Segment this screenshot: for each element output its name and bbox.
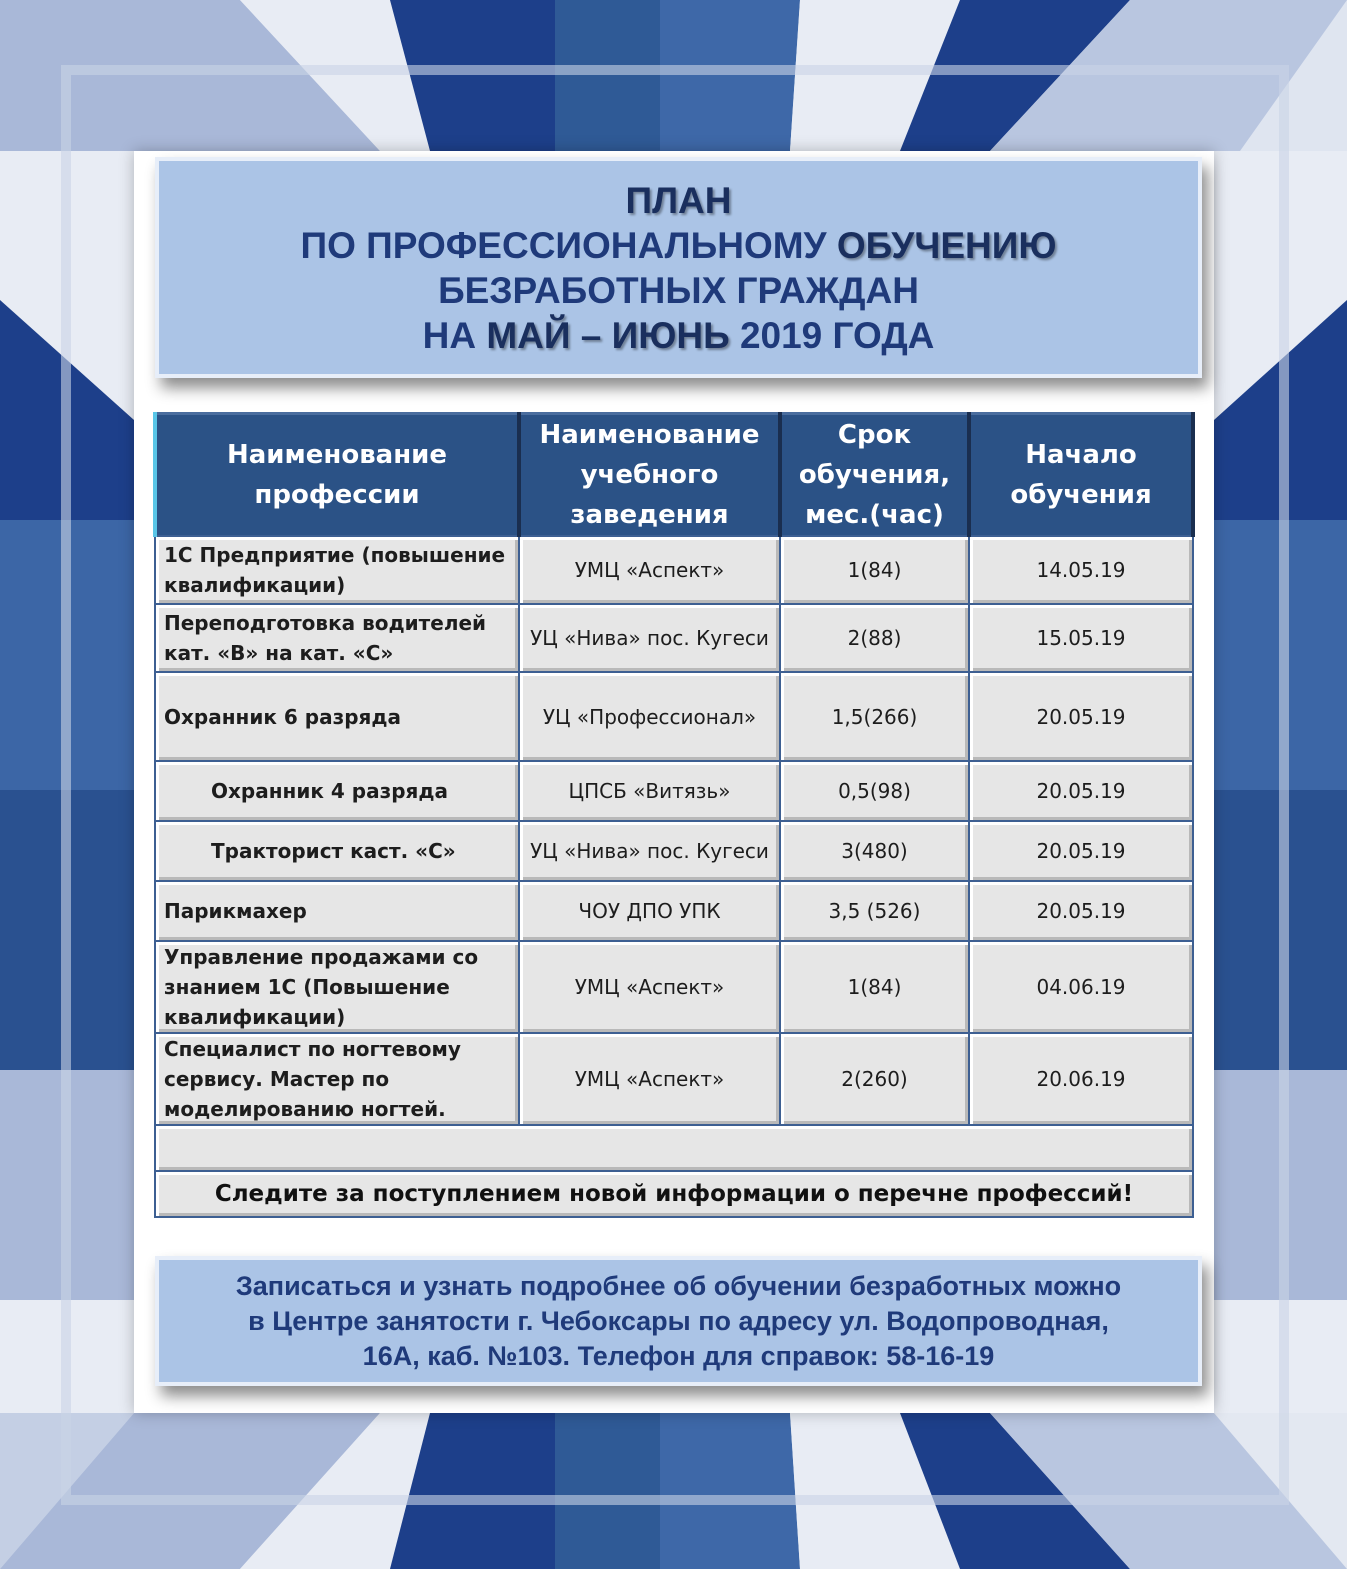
table-header-row bbox=[155, 414, 1193, 537]
table-blank-row bbox=[155, 1125, 1193, 1171]
table-notice-row bbox=[155, 1171, 1193, 1217]
cell-institution: ЧОУ ДПО УПК bbox=[519, 881, 780, 941]
cell-institution: УЦ «Профессионал» bbox=[519, 672, 780, 761]
training-plan-table bbox=[153, 412, 1195, 1218]
table-row bbox=[155, 761, 1193, 821]
cell-duration: 3(480) bbox=[780, 821, 969, 881]
cell-institution: ЦПСБ «Витязь» bbox=[519, 761, 780, 821]
cell-institution: УЦ «Нива» пос. Кугеси bbox=[519, 821, 780, 881]
cell-duration: 3,5 (526) bbox=[780, 881, 969, 941]
cell-start: 14.05.19 bbox=[969, 536, 1193, 604]
blank-cell bbox=[155, 1125, 1193, 1171]
title-line-2: ПО ПРОФЕССИОНАЛЬНОМУ ОБУЧЕНИЮ bbox=[300, 224, 1057, 266]
cell-profession: Управление продажами со знанием 1С (Повышение квалификации) bbox=[155, 941, 519, 1033]
header-institution: Наименование учебного заведения bbox=[519, 414, 780, 537]
title-line-1: ПЛАН bbox=[625, 179, 732, 221]
cell-start: 04.06.19 bbox=[969, 941, 1193, 1033]
cell-duration: 1(84) bbox=[780, 536, 969, 604]
header-start: Начало обучения bbox=[969, 414, 1193, 537]
cell-start: 20.05.19 bbox=[969, 761, 1193, 821]
cell-institution: УМЦ «Аспект» bbox=[519, 536, 780, 604]
cell-profession: Тракторист каст. «С» bbox=[155, 821, 519, 881]
title-panel bbox=[155, 157, 1202, 378]
header-duration: Срок обучения, мес.(час) bbox=[780, 414, 969, 537]
cell-institution: УЦ «Нива» пос. Кугеси bbox=[519, 604, 780, 672]
cell-profession: Специалист по ногтевому сервису. Мастер по моделированию ногтей. bbox=[155, 1033, 519, 1125]
cell-start: 20.05.19 bbox=[969, 881, 1193, 941]
cell-start: 20.05.19 bbox=[969, 672, 1193, 761]
cell-institution: УМЦ «Аспект» bbox=[519, 1033, 780, 1125]
table-row bbox=[155, 536, 1193, 604]
cell-profession: 1С Предприятие (повышение квалификации) bbox=[155, 536, 519, 604]
cell-profession: Парикмахер bbox=[155, 881, 519, 941]
contact-line-3: 16А, каб. №103. Телефон для справок: 58-16-19 bbox=[362, 1340, 995, 1371]
title-line-3: БЕЗРАБОТНЫХ ГРАЖДАН bbox=[438, 269, 919, 311]
cell-duration: 1(84) bbox=[780, 941, 969, 1033]
table-row bbox=[155, 1033, 1193, 1125]
header-profession: Наименование профессии bbox=[155, 414, 519, 537]
notice-text: Следите за поступлением новой информации о перечне профессий! bbox=[155, 1171, 1193, 1217]
contact-line-2: в Центре занятости г. Чебоксары по адресу ул. Водопроводная, bbox=[248, 1305, 1109, 1336]
cell-profession: Охранник 4 разряда bbox=[155, 761, 519, 821]
cell-profession: Охранник 6 разряда bbox=[155, 672, 519, 761]
title-line-4: НА МАЙ – ИЮНЬ 2019 ГОДА bbox=[422, 314, 935, 356]
cell-institution: УМЦ «Аспект» bbox=[519, 941, 780, 1033]
table-row bbox=[155, 941, 1193, 1033]
table-row bbox=[155, 881, 1193, 941]
cell-duration: 1,5(266) bbox=[780, 672, 969, 761]
table-row bbox=[155, 604, 1193, 672]
cell-profession: Переподготовка водителей кат. «В» на кат. «С» bbox=[155, 604, 519, 672]
cell-start: 20.06.19 bbox=[969, 1033, 1193, 1125]
table-row bbox=[155, 672, 1193, 761]
contact-info-panel bbox=[155, 1256, 1202, 1386]
contact-line-1: Записаться и узнать подробнее об обучении безработных можно bbox=[235, 1270, 1122, 1301]
cell-start: 20.05.19 bbox=[969, 821, 1193, 881]
cell-duration: 0,5(98) bbox=[780, 761, 969, 821]
cell-duration: 2(260) bbox=[780, 1033, 969, 1125]
cell-duration: 2(88) bbox=[780, 604, 969, 672]
table-row bbox=[155, 821, 1193, 881]
cell-start: 15.05.19 bbox=[969, 604, 1193, 672]
